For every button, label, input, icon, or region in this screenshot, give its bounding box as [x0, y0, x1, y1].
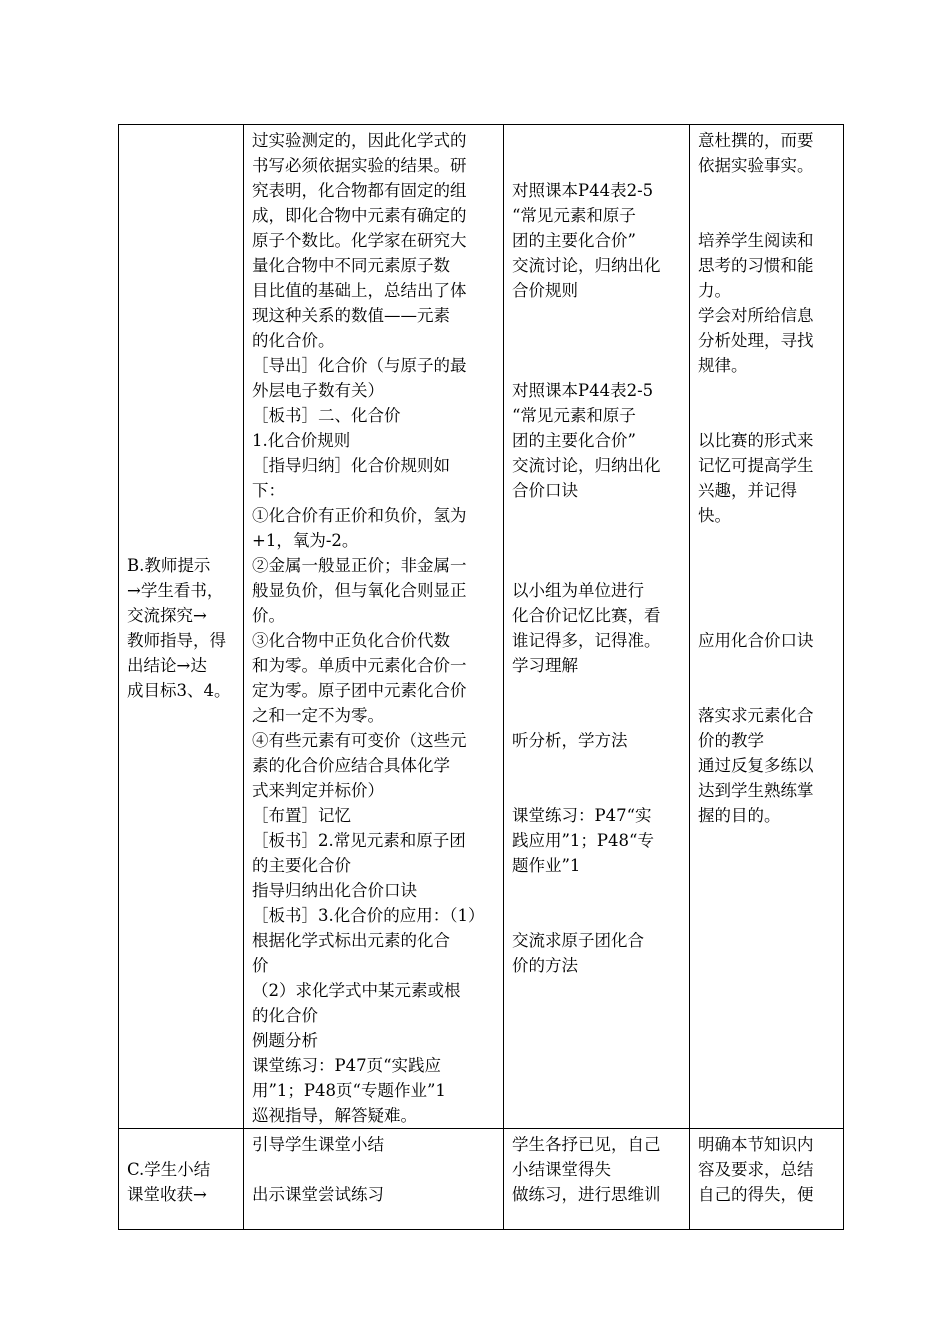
text-line: 兴趣，并记得 — [698, 481, 797, 500]
design-intent-cell — [690, 125, 844, 1129]
text-line: ②金属一般显正价；非金属一 — [252, 556, 467, 575]
table-row — [119, 125, 844, 1129]
table-row — [119, 1129, 844, 1230]
text-line: ［导出］化合价（与原子的最 — [252, 356, 467, 375]
text-line: “常见元素和原子 — [512, 206, 636, 225]
text-line: 学生各抒已见，自己 — [512, 1135, 661, 1154]
text-line: 通过反复多练以 — [698, 756, 814, 775]
text-line: 听分析，学方法 — [512, 731, 628, 750]
text-line — [512, 878, 683, 903]
text-line — [512, 503, 683, 528]
text-line: 究表明，化合物都有固定的组 — [252, 181, 467, 200]
text-line: 根据化学式标出元素的化合 — [252, 931, 450, 950]
text-line: 交流探究→ — [127, 606, 207, 625]
text-line: 力。 — [698, 281, 731, 300]
text-line: 的主要化合价 — [252, 856, 351, 875]
text-line: 定为零。原子团中元素化合价 — [252, 681, 467, 700]
text-line: 容及要求，总结 — [698, 1160, 814, 1179]
text-line: 用”1；P48页“专题作业”1 — [252, 1081, 446, 1100]
text-line — [698, 178, 837, 203]
text-line: 引导学生课堂小结 — [252, 1135, 384, 1154]
text-line: 培养学生阅读和 — [698, 231, 814, 250]
text-line: C.学生小结 — [127, 1160, 211, 1179]
text-line: 应用化合价口诀 — [698, 631, 814, 650]
text-line: 出结论→达 — [127, 656, 207, 675]
text-line: 的化合价。 — [252, 331, 335, 350]
text-line: ［板书］2.常见元素和原子团 — [252, 831, 466, 850]
text-line: 落实求元素化合 — [698, 706, 814, 725]
text-line — [698, 378, 837, 403]
design-intent-text — [698, 1132, 837, 1207]
text-line: 课堂练习：P47页“实践应 — [252, 1056, 442, 1075]
student-activity-cell — [504, 1129, 690, 1230]
text-line — [512, 528, 683, 553]
text-line: 对照课本P44表2-5 — [512, 381, 654, 400]
text-line: →学生看书， — [127, 581, 224, 600]
student-activity-text — [512, 1132, 683, 1207]
text-line: 课堂练习：P47“实 — [512, 806, 652, 825]
text-line: ［布置］记忆 — [252, 806, 351, 825]
text-line: 外层电子数有关） — [252, 381, 384, 400]
design-intent-text — [698, 128, 837, 828]
teacher-activity-text — [252, 128, 497, 1128]
text-line: 量化合物中不同元素原子数 — [252, 256, 450, 275]
text-line: 握的目的。 — [698, 806, 781, 825]
text-line: 巡视指导，解答疑难。 — [252, 1106, 417, 1125]
text-line: 做练习，进行思维训 — [512, 1185, 661, 1204]
stage-cell — [119, 1129, 244, 1230]
text-line — [512, 303, 683, 328]
text-line: 学会对所给信息 — [698, 306, 814, 325]
text-line — [512, 153, 683, 178]
text-line: 成，即化合物中元素有确定的 — [252, 206, 467, 225]
text-line — [512, 903, 683, 928]
text-line: 记忆可提高学生 — [698, 456, 814, 475]
stage-text — [127, 553, 237, 703]
text-line: ①化合价有正价和负价，氢为 — [252, 506, 467, 525]
text-line: 学习理解 — [512, 656, 578, 675]
text-line: 下： — [252, 481, 285, 500]
text-line — [512, 553, 683, 578]
text-line: +1，氧为-2。 — [252, 531, 359, 550]
text-line: 自己的得失，便 — [698, 1185, 814, 1204]
text-line: ④有些元素有可变价（这些元 — [252, 731, 467, 750]
student-activity-text — [512, 128, 683, 978]
text-line: 对照课本P44表2-5 — [512, 181, 654, 200]
text-line: 般显负价，但与氧化合则显正 — [252, 581, 467, 600]
text-line: 题作业”1 — [512, 856, 581, 875]
text-line: 之和一定不为零。 — [252, 706, 384, 725]
text-line: 以比赛的形式来 — [698, 431, 814, 450]
text-line: 快。 — [698, 506, 731, 525]
text-line: 价的方法 — [512, 956, 578, 975]
text-line: 式来判定并标价） — [252, 781, 384, 800]
text-line: 例题分析 — [252, 1031, 318, 1050]
text-line — [512, 678, 683, 703]
text-line: 现这种关系的数值——元素 — [252, 306, 450, 325]
teacher-activity-cell — [244, 1129, 504, 1230]
text-line: 价。 — [252, 606, 285, 625]
teacher-activity-cell — [244, 125, 504, 1129]
text-line — [698, 603, 837, 628]
text-line: 指导归纳出化合价口诀 — [252, 881, 417, 900]
text-line: 书写必须依据实验的结果。研 — [252, 156, 467, 175]
text-line — [512, 353, 683, 378]
text-line — [512, 753, 683, 778]
text-line: ［指导归纳］化合价规则如 — [252, 456, 450, 475]
text-line: 践应用”1；P48“专 — [512, 831, 654, 850]
text-line — [698, 678, 837, 703]
text-line — [698, 203, 837, 228]
text-line: 交流讨论，归纳出化 — [512, 256, 661, 275]
text-line: 合价规则 — [512, 281, 578, 300]
text-line: 明确本节知识内 — [698, 1135, 814, 1154]
text-line: 小结课堂得失 — [512, 1160, 611, 1179]
text-line: 谁记得多，记得准。 — [512, 631, 661, 650]
teacher-activity-text — [252, 1132, 497, 1207]
text-line: 教师指导，得 — [127, 631, 226, 650]
stage-cell — [119, 125, 244, 1129]
text-line — [512, 778, 683, 803]
text-line — [252, 1157, 497, 1182]
text-line: 交流求原子团化合 — [512, 931, 644, 950]
text-line: 以小组为单位进行 — [512, 581, 644, 600]
text-line: 价 — [252, 956, 269, 975]
text-line — [698, 553, 837, 578]
text-line — [512, 128, 683, 153]
text-line: 化合价记忆比赛，看 — [512, 606, 661, 625]
text-line — [698, 403, 837, 428]
text-line: 分析处理，寻找 — [698, 331, 814, 350]
text-line: 思考的习惯和能 — [698, 256, 814, 275]
text-line: 素的化合价应结合具体化学 — [252, 756, 450, 775]
text-line: 团的主要化合价” — [512, 231, 636, 250]
text-line: 成目标3、4。 — [127, 681, 231, 700]
text-line: 达到学生熟练掌 — [698, 781, 814, 800]
text-line: 过实验测定的，因此化学式的 — [252, 131, 467, 150]
student-activity-cell — [504, 125, 690, 1129]
text-line: ［板书］3.化合价的应用：（1） — [252, 906, 485, 925]
text-line: 价的教学 — [698, 731, 764, 750]
text-line — [698, 653, 837, 678]
text-line: 合价口诀 — [512, 481, 578, 500]
text-line: 意杜撰的，而要 — [698, 131, 814, 150]
lesson-plan-table — [118, 124, 844, 1230]
text-line: 目比值的基础上，总结出了体 — [252, 281, 467, 300]
text-line: “常见元素和原子 — [512, 406, 636, 425]
text-line: 依据实验事实。 — [698, 156, 814, 175]
text-line: 原子个数比。化学家在研究大 — [252, 231, 467, 250]
text-line — [512, 328, 683, 353]
design-intent-cell — [690, 1129, 844, 1230]
text-line — [698, 578, 837, 603]
text-line: 和为零。单质中元素化合价一 — [252, 656, 467, 675]
text-line: 出示课堂尝试练习 — [252, 1185, 384, 1204]
text-line — [512, 703, 683, 728]
text-line — [698, 528, 837, 553]
text-line: 1.化合价规则 — [252, 431, 351, 450]
text-line: B.教师提示 — [127, 556, 211, 575]
text-line: 的化合价 — [252, 1006, 318, 1025]
stage-text — [127, 1157, 237, 1207]
text-line: 课堂收获→ — [127, 1185, 207, 1204]
text-line: ［板书］二、化合价 — [252, 406, 401, 425]
text-line: 规律。 — [698, 356, 748, 375]
text-line: 团的主要化合价” — [512, 431, 636, 450]
text-line: 交流讨论，归纳出化 — [512, 456, 661, 475]
text-line: （2）求化学式中某元素或根 — [252, 981, 461, 1000]
text-line: ③化合物中正负化合价代数 — [252, 631, 450, 650]
